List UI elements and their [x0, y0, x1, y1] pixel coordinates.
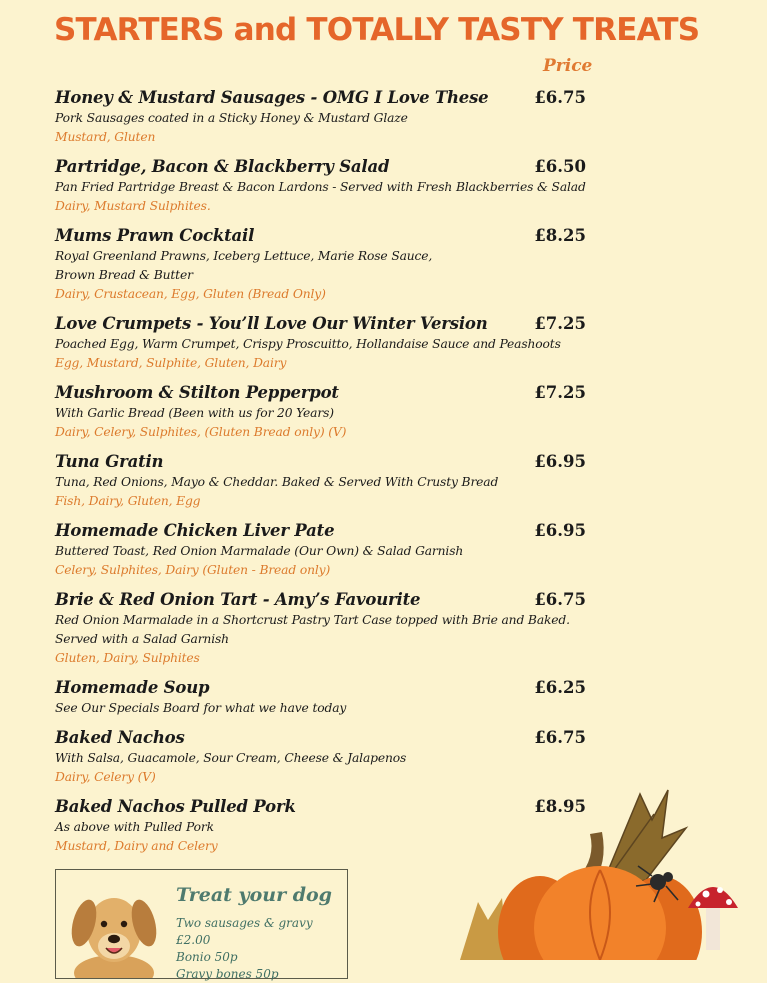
- item-allergens: Fish, Dairy, Gluten, Egg: [55, 494, 201, 508]
- menu-item-list: [55, 87, 590, 865]
- item-name: Partridge, Bacon & Blackberry Salad: [55, 157, 390, 176]
- item-allergens: Gluten, Dairy, Sulphites: [55, 651, 200, 665]
- item-name: Mushroom & Stilton Pepperpot: [55, 383, 339, 402]
- item-name: Homemade Soup: [55, 678, 210, 697]
- menu-item: [55, 382, 590, 442]
- treat-your-dog-box: [55, 869, 348, 979]
- item-price: £8.25: [534, 226, 586, 245]
- item-allergens: Mustard, Gluten: [55, 130, 156, 144]
- menu-item: [55, 451, 590, 511]
- dog-treat-line: Bonio 50p: [176, 950, 238, 964]
- item-description: Buttered Toast, Red Onion Marmalade (Our Own) & Salad Garnish: [55, 544, 464, 558]
- item-allergens: Dairy, Celery, Sulphites, (Gluten Bread only) (V): [55, 425, 347, 439]
- item-allergens: Dairy, Crustacean, Egg, Gluten (Bread Only): [55, 287, 326, 301]
- item-name: Homemade Chicken Liver Pate: [55, 521, 335, 540]
- price-heading: Price: [543, 56, 593, 76]
- dog-box-lines: [176, 915, 347, 983]
- dog-illustration: [64, 878, 164, 978]
- item-description: Tuna, Red Onions, Mayo & Cheddar. Baked & Served With Crusty Bread: [55, 475, 499, 489]
- dog-treat-line: Two sausages & gravy £2.00: [176, 916, 313, 947]
- item-description: Red Onion Marmalade in a Shortcrust Pastry Tart Case topped with Brie and Baked. Served with a Salad Garnish: [55, 613, 570, 646]
- item-price: £7.25: [534, 383, 586, 402]
- item-name: Tuna Gratin: [55, 452, 164, 471]
- item-price: £6.75: [534, 728, 586, 747]
- item-price: £6.25: [534, 678, 586, 697]
- menu-item: [55, 677, 590, 718]
- item-price: £6.50: [534, 157, 586, 176]
- item-price: £7.25: [534, 314, 586, 333]
- item-description: Pan Fried Partridge Breast & Bacon Lardons - Served with Fresh Blackberries & Salad: [55, 180, 586, 194]
- item-allergens: Celery, Sulphites, Dairy (Gluten - Bread only): [55, 563, 331, 577]
- item-name: Brie & Red Onion Tart - Amy’s Favourite: [55, 590, 421, 609]
- item-price: £6.75: [534, 590, 586, 609]
- item-description: Poached Egg, Warm Crumpet, Crispy Proscuitto, Hollandaise Sauce and Peashoots: [55, 337, 561, 351]
- menu-item: [55, 589, 590, 668]
- item-name: Baked Nachos: [55, 728, 185, 747]
- pumpkin-illustration: [440, 780, 760, 960]
- item-description: With Garlic Bread (Been with us for 20 Years): [55, 406, 334, 420]
- item-price: £6.95: [534, 452, 586, 471]
- item-name: Love Crumpets - You’ll Love Our Winter Version: [55, 314, 488, 333]
- item-name: Honey & Mustard Sausages - OMG I Love These: [55, 88, 489, 107]
- item-price: £8.95: [534, 797, 586, 816]
- menu-item: [55, 727, 590, 787]
- menu-item: [55, 225, 590, 304]
- dog-box-title: Treat your dog: [176, 884, 332, 906]
- menu-title: STARTERS and TOTALLY TASTY TREATS: [54, 12, 700, 48]
- item-name: Mums Prawn Cocktail: [55, 226, 255, 245]
- item-price: £6.75: [534, 88, 586, 107]
- item-description: As above with Pulled Pork: [55, 820, 214, 834]
- menu-item: [55, 156, 590, 216]
- menu-item: [55, 313, 590, 373]
- item-description: With Salsa, Guacamole, Sour Cream, Cheese & Jalapenos: [55, 751, 407, 765]
- menu-item: [55, 87, 590, 147]
- dog-treat-line: Gravy bones 50p: [176, 967, 279, 981]
- item-description: Royal Greenland Prawns, Iceberg Lettuce, Marie Rose Sauce, Brown Bread & Butter: [55, 249, 433, 282]
- item-allergens: Dairy, Mustard Sulphites.: [55, 199, 211, 213]
- item-price: £6.95: [534, 521, 586, 540]
- item-name: Baked Nachos Pulled Pork: [55, 797, 296, 816]
- item-allergens: Mustard, Dairy and Celery: [55, 839, 218, 853]
- menu-item: [55, 520, 590, 580]
- item-allergens: Egg, Mustard, Sulphite, Gluten, Dairy: [55, 356, 287, 370]
- item-allergens: Dairy, Celery (V): [55, 770, 156, 784]
- item-description: See Our Specials Board for what we have today: [55, 701, 347, 715]
- item-description: Pork Sausages coated in a Sticky Honey & Mustard Glaze: [55, 111, 408, 125]
